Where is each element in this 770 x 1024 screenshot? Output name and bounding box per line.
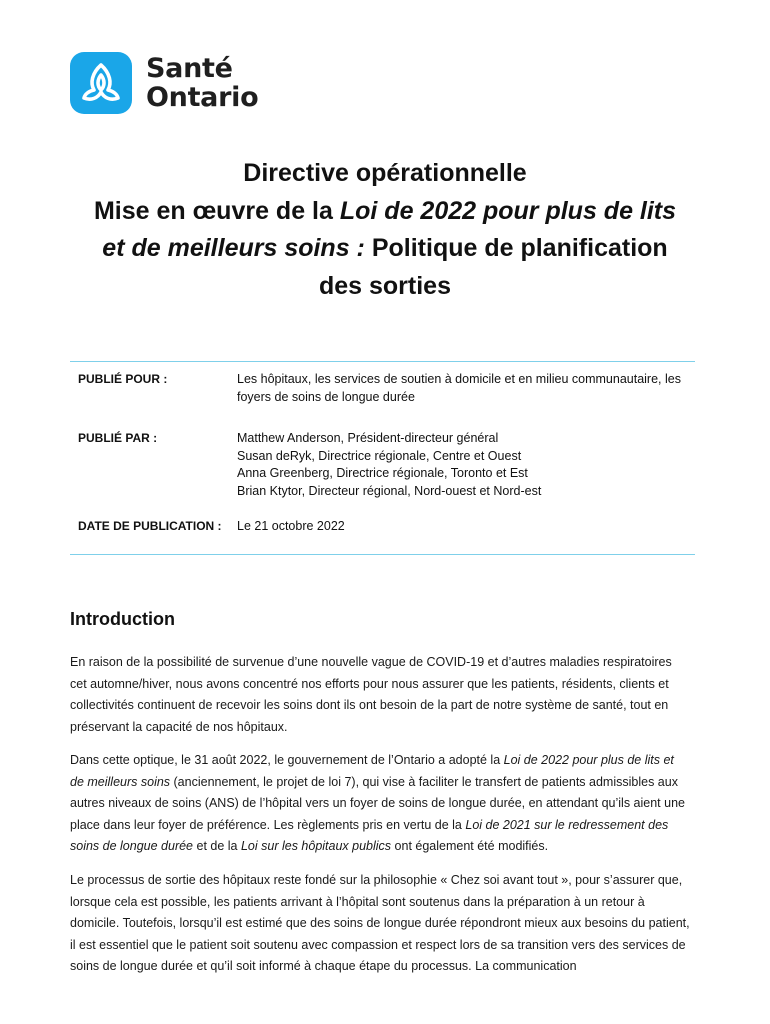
p2-law-title: Loi de 2021 sur le redressement des soins de longue durée: [70, 817, 669, 853]
meta-by-line: Susan deRyk, Directrice régionale, Centre et Ouest: [237, 448, 522, 463]
publication-metadata: [70, 361, 695, 555]
p2-text: ont également été modifiés.: [391, 839, 549, 853]
meta-by-label: PUBLIÉ PAR :: [78, 431, 158, 445]
p2-text: Dans cette optique, le 31 août 2022, le gouvernement de l’Ontario a adopté la: [70, 753, 504, 767]
title-line-2: [40, 193, 730, 231]
meta-date-value: Le 21 octobre 2022: [237, 519, 345, 533]
meta-for-label: PUBLIÉ POUR :: [78, 372, 168, 386]
title-line-4: des sorties: [318, 271, 451, 300]
intro-paragraph-3: Le processus de sortie des hôpitaux reste fondé sur la philosophie « Chez soi avant tout », pour s’assurer que, lorsque cela est possible, les patients arrivant à l’hôpital sont soutenus dans la préparation à un retour à domicile. Toutefois, lorsqu’il est estimé que des soins de longue durée répondront mieux aux besoins du patient, il est essentiel que le patient soit soutenu avec compassion et respect lors de sa transition vers des services de soins de longue durée et qu’il soit informé à chaque étape du processus. La communication: [70, 873, 690, 973]
meta-by-value: [237, 430, 697, 500]
sante-ontario-logo: [70, 52, 258, 114]
logo-line-1: Santé: [146, 53, 233, 84]
section-heading-introduction: Introduction: [70, 609, 175, 629]
meta-by-line: Anna Greenberg, Directrice régionale, Toronto et Est: [237, 466, 528, 480]
p2-law-title: Loi de 2022 pour plus de lits et de meilleurs soins: [70, 753, 674, 789]
title-line-1: Directive opérationnelle: [243, 159, 527, 187]
meta-by-line: Brian Ktytor, Directeur régional, Nord-ouest et Nord-est: [237, 483, 542, 498]
p2-text: et de la: [193, 839, 241, 853]
meta-for-line: foyers de soins de longue durée: [237, 389, 415, 404]
title-line-2-italic: Loi de 2022 pour plus de lits: [339, 196, 677, 225]
intro-paragraph-2: [70, 750, 690, 858]
title-line-3-text: Politique de planification: [364, 234, 668, 262]
title-line-2-text: Mise en œuvre de la: [93, 196, 340, 225]
logo-line-2: Ontario: [146, 82, 259, 113]
logo-wordmark: [146, 54, 258, 112]
document-title: [40, 155, 730, 305]
title-line-3-italic: et de meilleurs soins :: [102, 234, 365, 262]
p2-text: (anciennement, le projet de loi 7), qui vise à faciliter le transfert de patients admissibles aux autres niveaux de soins (ANS) de l’hôpital vers un foyer de soins de longue durée, en attendant qu’ils aient une place dans leur foyer de préférence. Les règlements pris en vertu de la: [70, 774, 685, 832]
trillium-icon: [70, 52, 132, 114]
p2-law-title: Loi sur les hôpitaux publics: [240, 839, 392, 853]
meta-for-line: Les hôpitaux, les services de soutien à domicile et en milieu communautaire, les: [237, 372, 681, 386]
intro-paragraph-1: En raison de la possibilité de survenue d’une nouvelle vague de COVID-19 et d’autres maladies respiratoires cet automne/hiver, nous avons concentré nos efforts pour nous assurer que les patients, résidents, clients et collectivités continuent de recevoir les soins dont ils ont besoin de la part de notre système de santé, tout en préservant la capacité de nos hôpitaux.: [70, 655, 672, 734]
title-line-3: [40, 230, 730, 268]
meta-date-label: DATE DE PUBLICATION :: [78, 519, 222, 533]
meta-for-value: [237, 371, 697, 406]
meta-by-line: Matthew Anderson, Président-directeur général: [237, 431, 499, 445]
